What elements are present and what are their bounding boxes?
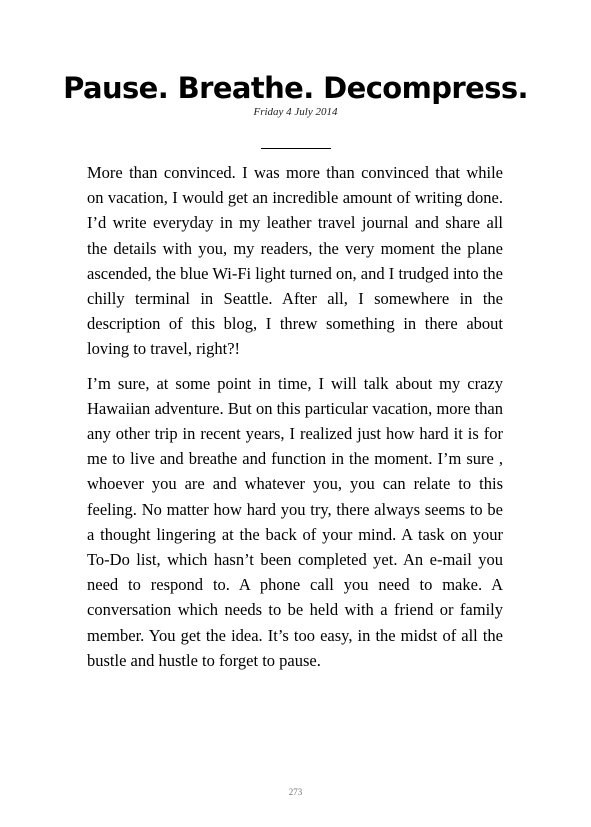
paragraph: More than convinced. I was more than convinced that while on vacation, I would get an incredible amount of writing done. I’d write everyday in my leather travel journal and share all the details with you, my readers, the very moment the plane ascended, the blue Wi-Fi light turned on, and I trudged into the chilly terminal in Seattle. After all, I somewhere in the description of this blog, I threw something in there about loving to travel, right?! (87, 163, 503, 359)
body-text (87, 160, 503, 682)
page-number: 273 (288, 787, 303, 797)
paragraph: I’m sure, at some point in time, I will talk about my crazy Hawaiian adventure. But on this particular vacation, more than any other trip in recent years, I realized just how hard it is for me to live and breathe and function in the moment. I’m sure , whoever you are and whatever you, you can relate to this feeling. No matter how hard you try, there always seems to be a thought lingering at the back of your mind. A task on your To-Do list, which hasn’t been completed yet. An e-mail you need to respond to. A phone call you need to make. A conversation which needs to be held with a friend or family member. You get the idea. It’s too easy, in the midst of all the bustle and hustle to forget to pause. (87, 373, 503, 670)
title-divider (261, 148, 331, 149)
page-title: Pause. Breathe. Decompress. (63, 71, 528, 105)
post-date: Friday 4 July 2014 (253, 106, 338, 118)
